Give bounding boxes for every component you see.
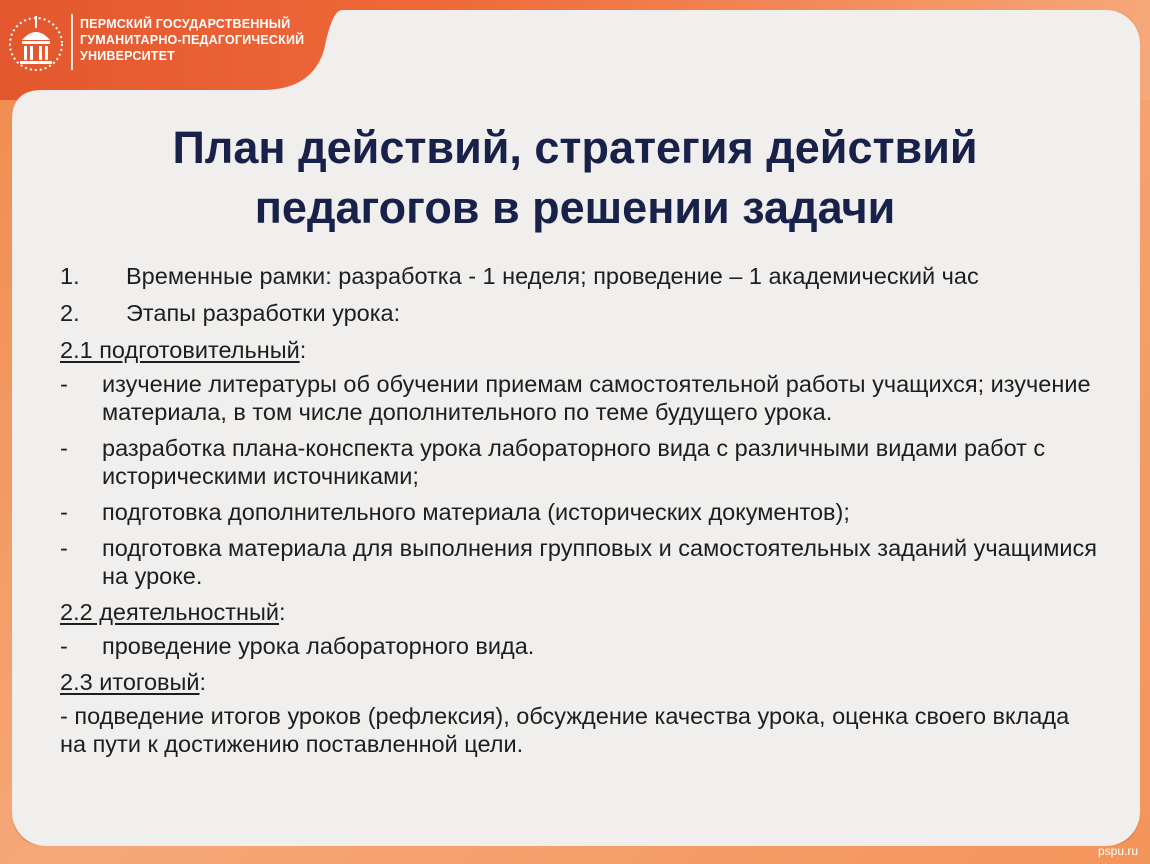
list-item xyxy=(60,534,1100,590)
numbered-item-2 xyxy=(60,299,1100,327)
section-label: 2.2 деятельностный xyxy=(60,599,280,625)
section-heading-final xyxy=(60,668,1100,696)
item-number: 2. xyxy=(60,300,80,326)
numbered-item-1 xyxy=(60,262,1100,290)
list-item-text: разработка плана-конспекта урока лабораторного вида с различными видами работ с историческими источниками; xyxy=(102,435,1046,489)
dash-marker: - xyxy=(60,633,68,659)
dash-marker: - xyxy=(60,435,68,461)
logo-divider xyxy=(71,14,73,70)
dash-marker: - xyxy=(60,499,68,525)
list-item xyxy=(60,434,1100,490)
list-item-text: изучение литературы об обучении приемам самостоятельной работы учащихся; изучение материала, в том числе дополнительного по теме будущего урока. xyxy=(102,371,1091,425)
slide-content xyxy=(60,262,1100,758)
final-paragraph: - подведение итогов уроков (рефлексия), обсуждение качества урока, оценка своего вклада на пути к достижению поставленной цели. xyxy=(60,703,1070,757)
list-item xyxy=(60,370,1100,426)
list-item xyxy=(60,498,1100,526)
item-text: Временные рамки: разработка - 1 неделя; проведение – 1 академический час xyxy=(126,263,979,289)
university-name xyxy=(80,16,304,64)
section-colon: : xyxy=(279,599,286,625)
section-colon: : xyxy=(199,669,207,695)
dash-marker: - xyxy=(60,371,68,397)
list-item xyxy=(60,632,1100,660)
item-text: Этапы разработки урока: xyxy=(126,300,401,326)
university-line-1: ПЕРМСКИЙ ГОСУДАРСТВЕННЫЙ xyxy=(80,17,291,31)
footer-site: pspu.ru xyxy=(1097,844,1138,858)
list-item-text: подготовка дополнительного материала (исторических документов); xyxy=(102,499,850,525)
section-label: 2.3 итоговый xyxy=(60,669,200,695)
section-heading-activity xyxy=(60,598,1100,626)
slide-title: План действий, стратегия действий педагогов в решении задачи xyxy=(172,122,978,233)
list-item-text: проведение урока лабораторного вида. xyxy=(102,633,535,659)
university-logo-icon xyxy=(8,10,64,76)
dash-marker: - xyxy=(60,535,68,561)
item-number: 1. xyxy=(60,263,80,289)
section-label: 2.1 подготовительный xyxy=(60,337,300,363)
section-colon: : xyxy=(299,337,307,363)
section-heading-preparatory xyxy=(60,336,1100,364)
university-line-2: ГУМАНИТАРНО-ПЕДАГОГИЧЕСКИЙ xyxy=(80,33,305,47)
list-item-text: подготовка материала для выполнения групповых и самостоятельных заданий учащимися на уроке. xyxy=(102,535,1097,589)
university-line-3: УНИВЕРСИТЕТ xyxy=(80,49,175,63)
